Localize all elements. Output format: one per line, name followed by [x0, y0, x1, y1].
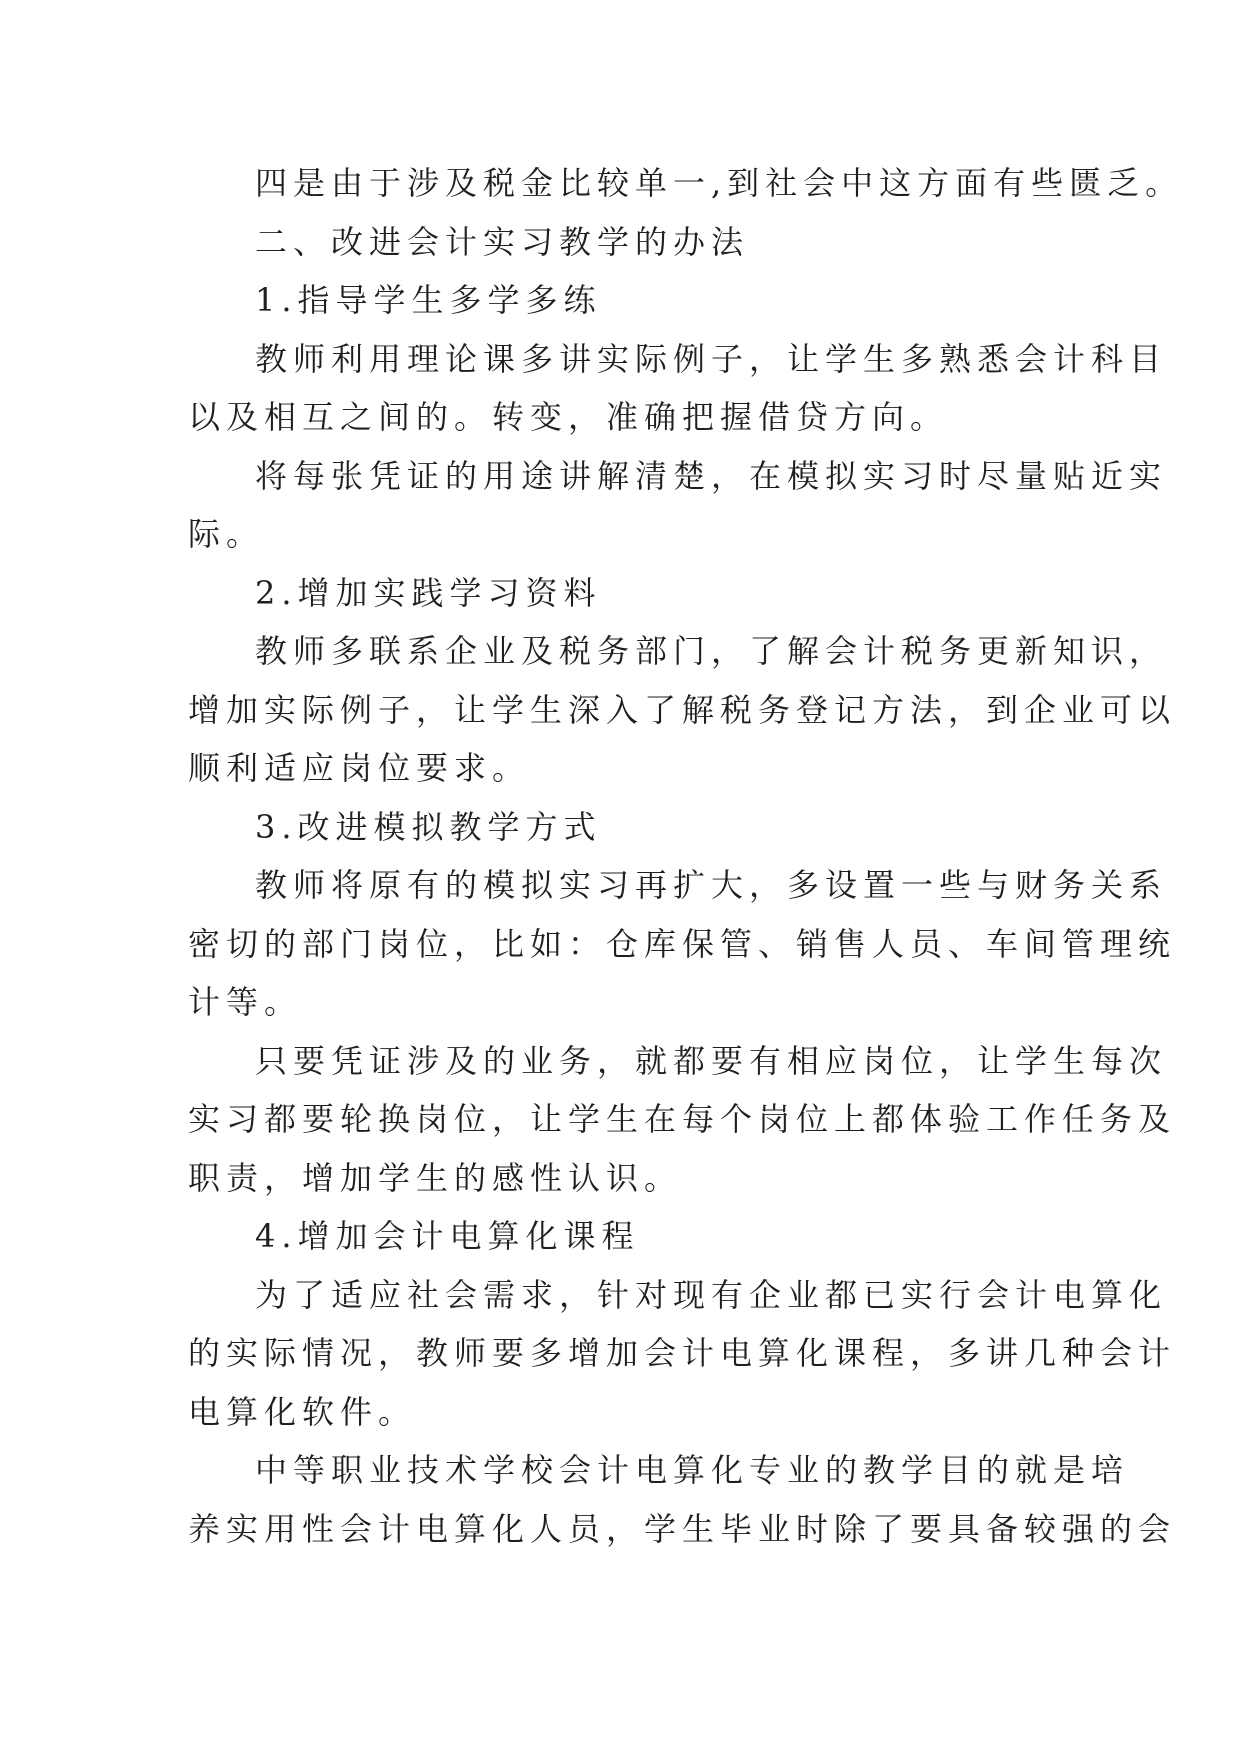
- paragraph-line: 将每张凭证的用途讲解清楚，在模拟实习时尽量贴近实: [255, 457, 1168, 495]
- paragraph-line: 增加实际例子，让学生深入了解税务登记方法，到企业可以: [188, 691, 1177, 729]
- paragraph-line: 职责，增加学生的感性认识。: [188, 1159, 683, 1197]
- paragraph-line: 养实用性会计电算化人员，学生毕业时除了要具备较强的会: [188, 1510, 1177, 1548]
- paragraph-line: 密切的部门岗位，比如：仓库保管、销售人员、车间管理统: [188, 925, 1177, 963]
- paragraph-line: 际。: [188, 515, 265, 553]
- paragraph-line: 四是由于涉及税金比较单一,到社会中这方面有些匮乏。: [255, 164, 1184, 202]
- paragraph-line: 只要凭证涉及的业务，就都要有相应岗位，让学生每次: [255, 1042, 1168, 1080]
- paragraph-line: 顺利适应岗位要求。: [188, 749, 531, 787]
- section-heading: 二、改进会计实习教学的办法: [255, 223, 750, 261]
- paragraph-line: 教师将原有的模拟实习再扩大，多设置一些与财务关系: [255, 866, 1168, 904]
- subsection-heading: 2.增加实践学习资料: [255, 574, 602, 612]
- paragraph-line: 电算化软件。: [188, 1393, 417, 1431]
- paragraph-line: 实习都要轮换岗位，让学生在每个岗位上都体验工作任务及: [188, 1100, 1177, 1138]
- paragraph-line: 教师利用理论课多讲实际例子，让学生多熟悉会计科目: [255, 340, 1168, 378]
- subsection-heading: 4.增加会计电算化课程: [255, 1217, 640, 1255]
- paragraph-line: 以及相互之间的。转变，准确把握借贷方向。: [188, 398, 949, 436]
- paragraph-line: 为了适应社会需求，针对现有企业都已实行会计电算化: [255, 1276, 1168, 1314]
- subsection-heading: 3.改进模拟教学方式: [255, 808, 602, 846]
- paragraph-line: 的实际情况，教师要多增加会计电算化课程，多讲几种会计: [188, 1334, 1177, 1372]
- subsection-heading: 1.指导学生多学多练: [255, 281, 602, 319]
- paragraph-line: 中等职业技术学校会计电算化专业的教学目的就是培: [255, 1451, 1130, 1489]
- paragraph-line: 计等。: [188, 983, 303, 1021]
- paragraph-line: 教师多联系企业及税务部门，了解会计税务更新知识，: [255, 632, 1168, 670]
